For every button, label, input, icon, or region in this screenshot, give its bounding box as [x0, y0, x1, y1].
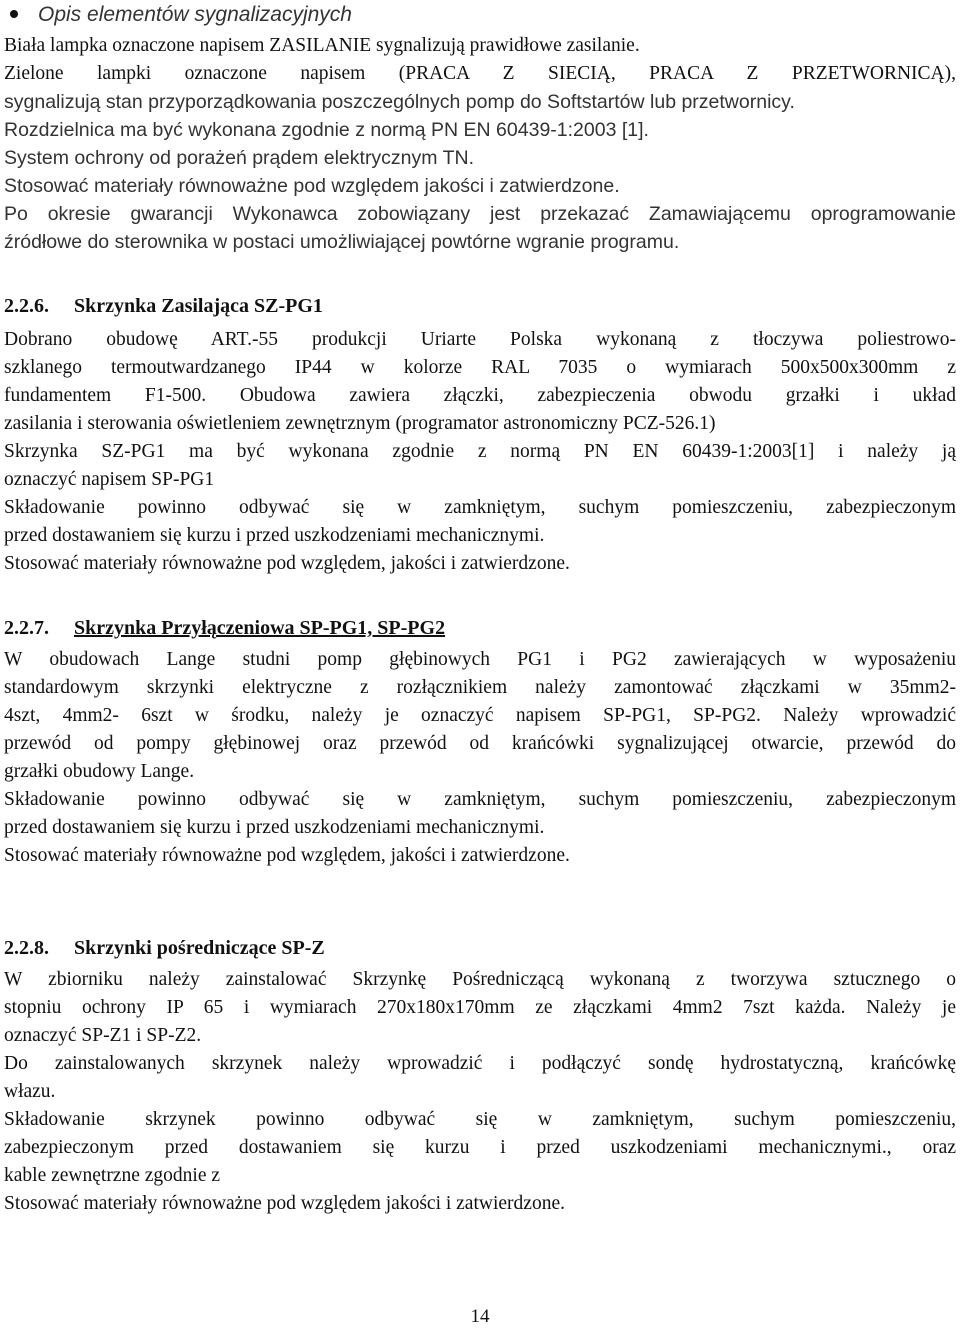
body-line: przed dostawaniem się kurzu i przed uszkodzeniami mechanicznymi.	[4, 817, 545, 838]
body-line: stopniu ochrony IP 65 i wymiarach 270x180x170mm ze złączkami 4mm2 7szt każda. Należy je	[4, 997, 956, 1018]
body-line: Stosować materiały równoważne pod względem, jakości i zatwierdzone.	[4, 845, 570, 866]
intro-line: Biała lampka oznaczone napisem ZASILANIE sygnalizują prawidłowe zasilanie.	[4, 35, 640, 56]
intro-line: źródłowe do sterownika w postaci umożliwiającej powtórne wgranie programu.	[4, 231, 680, 253]
intro-line: System ochrony od porażeń prądem elektrycznym TN.	[4, 147, 474, 169]
body-line: Skrzynka SZ-PG1 ma być wykonana zgodnie z normą PN EN 60439-1:2003[1] i należy ją	[4, 441, 956, 462]
body-line: fundamentem F1-500. Obudowa zawiera złączki, zabezpieczenia obwodu grzałki i układ	[4, 385, 956, 406]
body-line: W zbiorniku należy zainstalować Skrzynkę Pośredniczącą wykonaną z tworzywa sztucznego o	[4, 969, 956, 990]
body-line: standardowym skrzynki elektryczne z rozłącznikiem należy zamontować złączkami w 35mm2-	[4, 677, 956, 698]
bullet-icon	[10, 10, 18, 18]
section-heading	[4, 934, 325, 962]
section-number: 2.2.6.	[4, 295, 49, 317]
body-line: przewód od pompy głębinowej oraz przewód od krańcówki sygnalizującej otwarcie, przewód do	[4, 733, 956, 754]
intro-line: Stosować materiały równoważne pod względem jakości i zatwierdzone.	[4, 175, 620, 197]
bullet-title: Opis elementów sygnalizacyjnych	[38, 3, 352, 26]
section-number: 2.2.8.	[4, 937, 49, 959]
section-heading	[4, 292, 323, 320]
intro-line: Rozdzielnica ma być wykonana zgodnie z normą PN EN 60439-1:2003 [1].	[4, 119, 649, 141]
body-line: Stosować materiały równoważne pod względem, jakości i zatwierdzone.	[4, 553, 570, 574]
intro-line: sygnalizują stan przyporządkowania poszczególnych pomp do Softstartów lub przetwornicy.	[4, 91, 795, 113]
body-line: Składowanie skrzynek powinno odbywać się w zamkniętym, suchym pomieszczeniu,	[4, 1109, 956, 1130]
page-number: 14	[470, 1306, 490, 1327]
bullet-heading	[4, 0, 352, 29]
body-line: W obudowach Lange studni pomp głębinowych PG1 i PG2 zawierających w wyposażeniu	[4, 649, 956, 670]
section-title: Skrzynki pośredniczące SP-Z	[74, 937, 325, 959]
body-line: oznaczyć napisem SP-PG1	[4, 469, 215, 490]
body-line: Składowanie powinno odbywać się w zamkniętym, suchym pomieszczeniu, zabezpieczonym	[4, 497, 956, 518]
body-line: 4szt, 4mm2- 6szt w środku, należy je oznaczyć napisem SP-PG1, SP-PG2. Należy wprowadzić	[4, 705, 956, 726]
body-line: Do zainstalowanych skrzynek należy wprowadzić i podłączyć sondę hydrostatyczną, krańcówkę	[4, 1053, 956, 1074]
body-line: zabezpieczonym przed dostawaniem się kurzu i przed uszkodzeniami mechanicznymi., oraz	[4, 1137, 956, 1158]
body-line: Składowanie powinno odbywać się w zamkniętym, suchym pomieszczeniu, zabezpieczonym	[4, 789, 956, 810]
body-line: przed dostawaniem się kurzu i przed uszkodzeniami mechanicznymi.	[4, 525, 545, 546]
section-heading	[4, 614, 445, 642]
body-line: kable zewnętrzne zgodnie z	[4, 1165, 221, 1186]
body-line: włazu.	[4, 1081, 56, 1102]
body-line: grzałki obudowy Lange.	[4, 761, 195, 782]
body-line: oznaczyć SP-Z1 i SP-Z2.	[4, 1025, 202, 1046]
intro-line: Po okresie gwarancji Wykonawca zobowiązany jest przekazać Zamawiającemu oprogramowanie	[4, 203, 956, 225]
body-line: szklanego termoutwardzanego IP44 w kolorze RAL 7035 o wymiarach 500x500x300mm z	[4, 357, 956, 378]
intro-line: Zielone lampki oznaczone napisem (PRACA Z SIECIĄ, PRACA Z PRZETWORNICĄ),	[4, 63, 956, 84]
section-title: Skrzynka Zasilająca SZ-PG1	[74, 295, 323, 317]
body-line: Dobrano obudowę ART.-55 produkcji Uriarte Polska wykonaną z tłoczywa poliestrowo-	[4, 329, 956, 350]
section-title: Skrzynka Przyłączeniowa SP-PG1, SP-PG2	[74, 617, 446, 639]
body-line: zasilania i sterowania oświetleniem zewnętrznym (programator astronomiczny PCZ-526.1)	[4, 413, 716, 434]
body-line: Stosować materiały równoważne pod względem jakości i zatwierdzone.	[4, 1193, 565, 1214]
section-number: 2.2.7.	[4, 617, 49, 639]
